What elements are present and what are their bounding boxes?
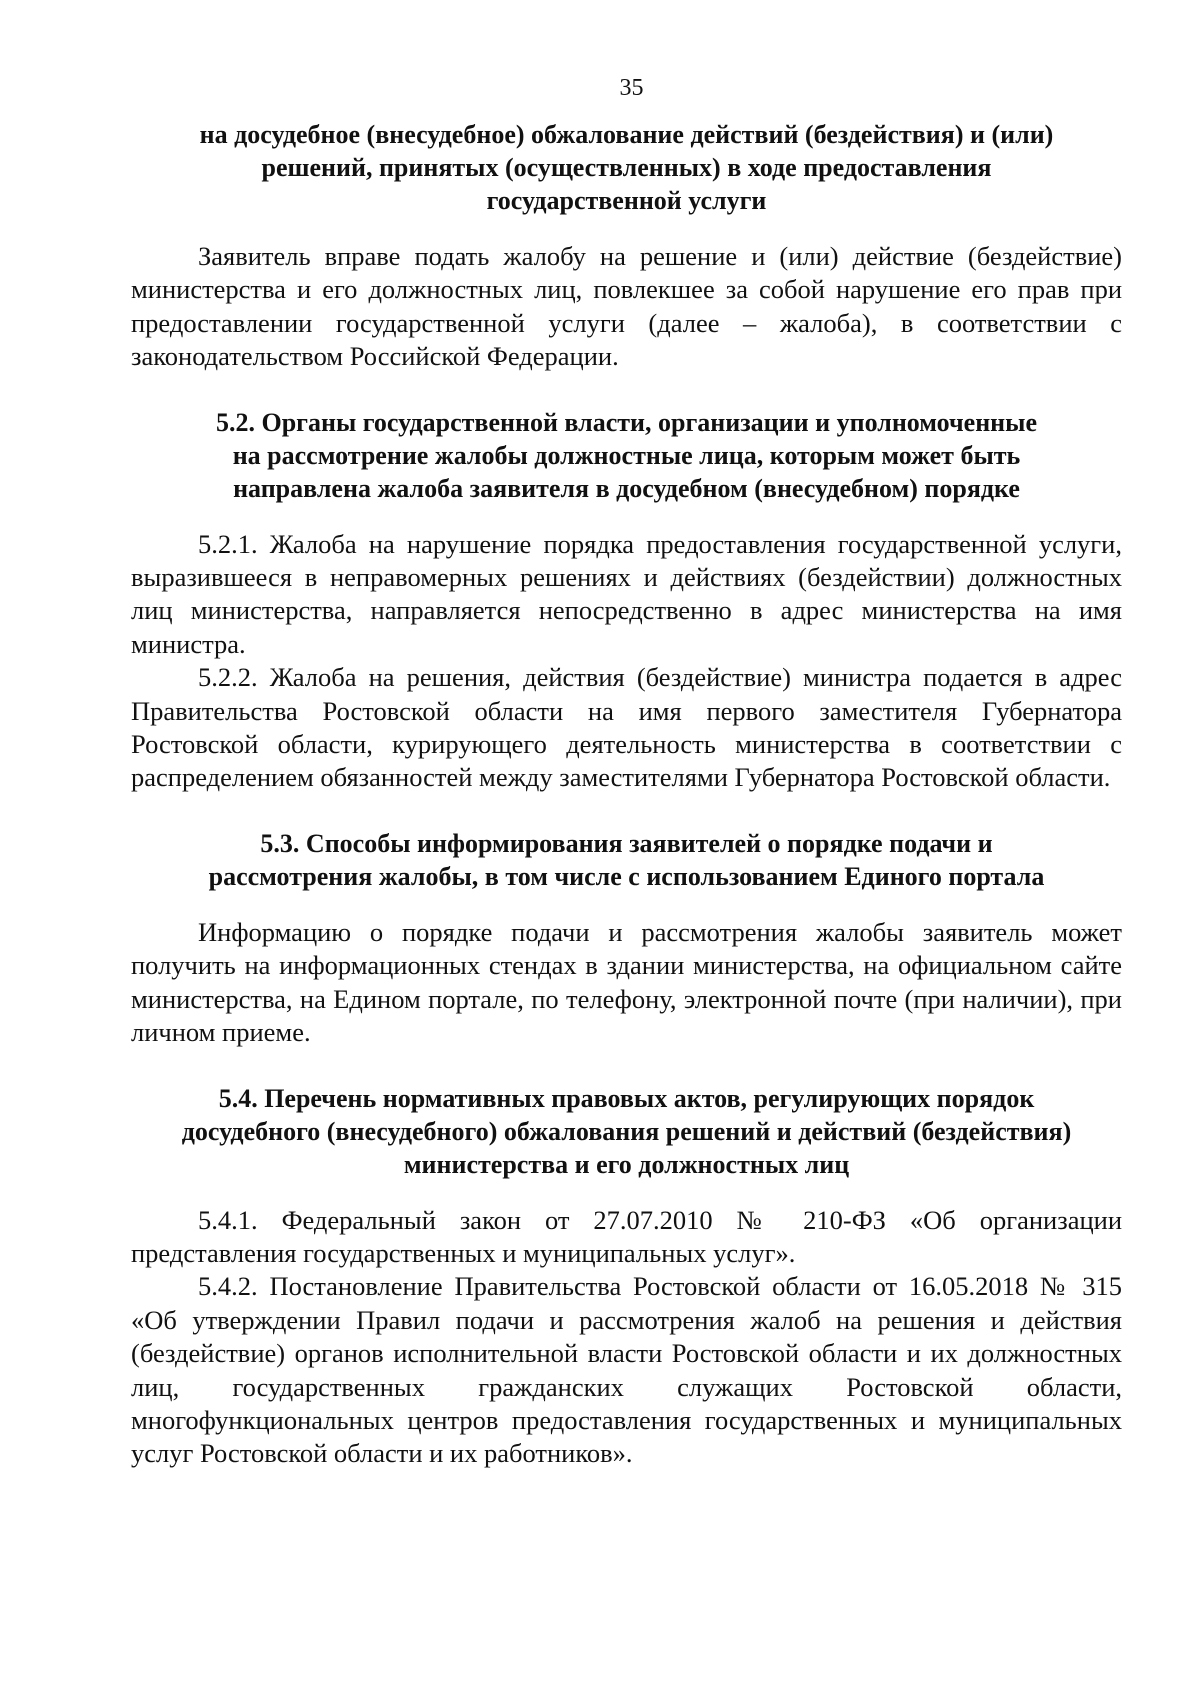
- page-number: 35: [619, 75, 644, 101]
- paragraph-5-4-2: 5.4.2. Постановление Правительства Ростовской области от 16.05.2018 № 315 «Об утверждении Правил подачи и рассмотрения жалоб на решения и действия (бездействие) органов исполнительной власти Ростовской области и их должностных лиц, государственных гражданских служащих Ростовской области, многофункциональных центров предоставления государственных и муниципальных услуг Ростовской области и их работников».: [131, 1271, 1122, 1469]
- paragraph-5-4-1: 5.4.1. Федеральный закон от 27.07.2010 № 210-ФЗ «Об организации представления государственных и муниципальных услуг».: [131, 1204, 1122, 1268]
- heading-line: направлена жалоба заявителя в досудебном (внесудебном) порядке: [233, 473, 1020, 503]
- heading-line: государственной услуги: [486, 186, 767, 215]
- heading-line: решений, принятых (осуществленных) в ходе предоставления: [261, 153, 992, 182]
- section-heading-5-4: [131, 1082, 1122, 1181]
- paragraph-5-2-2: 5.2.2. Жалоба на решения, действия (бездействие) министра подается в адрес Правительства Ростовской области на имя первого заместителя Губернатора Ростовской области, курирующего деятельность министерства в соответствии с распределением обязанностей между заместителями Губернатора Ростовской области.: [131, 662, 1122, 793]
- section-heading-5-2: [131, 406, 1122, 505]
- paragraph-5-3: Информацию о порядке подачи и рассмотрения жалобы заявитель может получить на информационных стендах в здании министерства, на официальном сайте министерства, на Едином портале, по телефону, электронной почте (при наличии), при личном приеме.: [131, 916, 1122, 1048]
- heading-line: на досудебное (внесудебное) обжалование действий (бездействия) и (или): [199, 120, 1054, 149]
- heading-line: рассмотрения жалобы, в том числе с использованием Единого портала: [208, 861, 1045, 891]
- paragraph: Заявитель вправе подать жалобу на решение и (или) действие (бездействие) министерства и его должностных лиц, повлекшее за собой нарушение его прав при предоставлении государственной услуги (далее – жалоба), в соответствии с законодательством Российской Федерации.: [131, 241, 1122, 372]
- heading-line: 5.3. Способы информирования заявителей о порядке подачи и: [260, 828, 993, 858]
- heading-line: на рассмотрение жалобы должностные лица, которым может быть: [232, 440, 1021, 470]
- section-heading-5-3: [131, 827, 1122, 893]
- heading-line: 5.2. Органы государственной власти, организации и уполномоченные: [215, 407, 1038, 437]
- section-heading-complaint-right: [131, 118, 1122, 217]
- heading-line: 5.4. Перечень нормативных правовых актов, регулирующих порядок: [218, 1083, 1035, 1113]
- document-page: [131, 72, 1122, 1471]
- paragraph-5-2-1: 5.2.1. Жалоба на нарушение порядка предоставления государственной услуги, выразившееся в неправомерных решениях и действиях (бездействии) должностных лиц министерства, направляется непосредственно в адрес министерства на имя министра.: [131, 528, 1122, 659]
- heading-line: министерства и его должностных лиц: [403, 1149, 850, 1179]
- heading-line: досудебного (внесудебного) обжалования решений и действий (бездействия): [181, 1116, 1072, 1146]
